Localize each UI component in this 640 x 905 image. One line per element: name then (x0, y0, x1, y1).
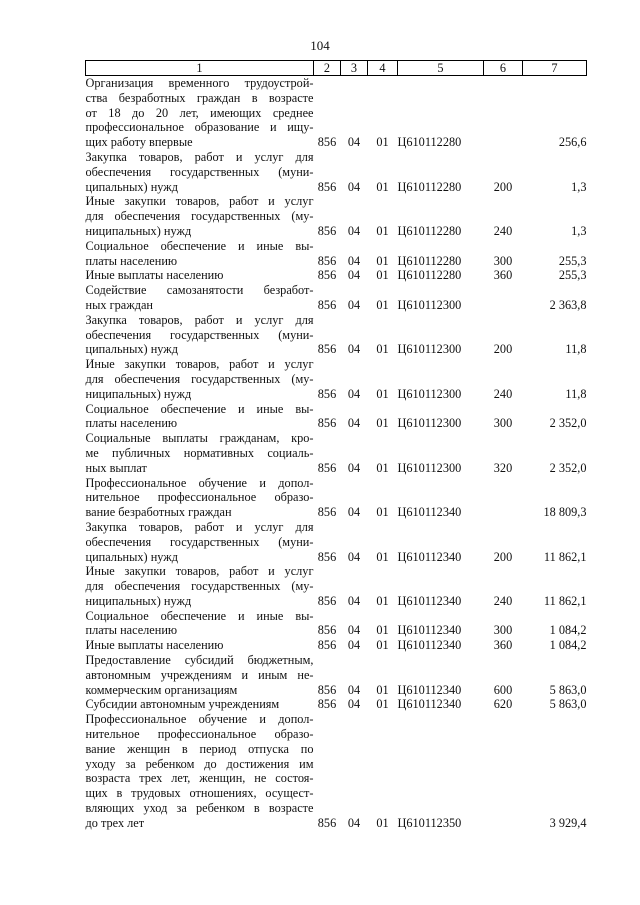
row-name-line: обеспечения государственных (муни- (85, 534, 314, 549)
row-name-line: нительное профессиональное образо- (85, 490, 314, 505)
amount: 11,8 (565, 342, 587, 357)
expense-type-code (484, 476, 523, 520)
table-row (86, 520, 587, 564)
section-code: 04 (347, 549, 361, 564)
table-row (86, 239, 587, 269)
row-name-line: ных граждан (85, 297, 154, 312)
target-article-code: Ц610112340 (397, 505, 462, 520)
ministry-code: 856 (317, 697, 337, 712)
row-name (86, 239, 314, 269)
ministry-code: 856 (317, 549, 337, 564)
row-name-line: вание женщин в период отпуска по (85, 741, 314, 756)
expense-type-code: 360 (493, 268, 513, 283)
row-name (86, 697, 314, 712)
subsection-code: 01 (376, 223, 389, 238)
row-name-line: Иные выплаты населению (85, 638, 224, 653)
ministry-code: 856 (317, 593, 337, 608)
ministry-code: 856 (317, 268, 337, 283)
table-row (86, 357, 587, 401)
row-name-line: Субсидии автономным учреждениям (85, 697, 280, 712)
row-name (86, 402, 314, 432)
row-name-line: обеспечения государственных (муни- (85, 327, 314, 342)
target-article-code: Ц610112340 (397, 697, 462, 712)
row-name-line: платы населению (85, 416, 178, 431)
row-name-line: ниципальных) нужд (85, 593, 192, 608)
expense-type-code: 620 (493, 697, 513, 712)
section-code: 04 (347, 505, 361, 520)
target-article-code: Ц610112340 (397, 593, 462, 608)
table-row (86, 712, 587, 830)
row-name-line: Иные выплаты населению (85, 268, 224, 283)
ministry-code: 856 (317, 416, 337, 431)
expense-type-code: 200 (493, 179, 513, 194)
expense-type-code: 240 (493, 386, 513, 401)
row-name-line: Профессиональное обучение и допол- (85, 712, 314, 727)
ministry-code: 856 (317, 342, 337, 357)
target-article-code: Ц610112340 (397, 623, 462, 638)
subsection-code: 01 (376, 179, 389, 194)
row-name-line: ниципальных) нужд (85, 386, 192, 401)
expense-type-code: 240 (493, 223, 513, 238)
amount: 2 363,8 (549, 297, 587, 312)
amount: 256,6 (558, 135, 587, 150)
expense-type-code: 300 (493, 416, 513, 431)
ministry-code: 856 (317, 179, 337, 194)
row-name-line: ниципальных) нужд (85, 223, 192, 238)
table-row (86, 431, 587, 475)
row-name-line: вляющих уход за ребенком в возрасте (85, 801, 314, 816)
row-name-line: Иные закупки товаров, работ и услуг (85, 194, 314, 209)
row-name-line: коммерческим организациям (85, 682, 238, 697)
row-name-line: нительное профессиональное образо- (85, 727, 314, 742)
ministry-code: 856 (317, 815, 337, 830)
row-name-line: ципальных) нужд (85, 549, 179, 564)
expense-type-code: 300 (493, 253, 513, 268)
row-name (86, 268, 314, 283)
target-article-code: Ц610112280 (397, 179, 462, 194)
row-name-line: ципальных) нужд (85, 342, 179, 357)
table-row (86, 283, 587, 313)
column-header: 6 (484, 61, 523, 76)
section-code: 04 (347, 623, 361, 638)
ministry-code: 856 (317, 623, 337, 638)
amount: 11 862,1 (543, 593, 587, 608)
row-name-line: Социальное обеспечение и иные вы- (85, 401, 314, 416)
expense-type-code: 240 (493, 593, 513, 608)
row-name-line: для обеспечения государственных (му- (85, 209, 314, 224)
table-row (86, 697, 587, 712)
section-code: 04 (347, 697, 361, 712)
column-header: 4 (368, 61, 398, 76)
table-row (86, 268, 587, 283)
expense-type-code: 600 (493, 682, 513, 697)
row-name-line: платы населению (85, 253, 178, 268)
row-name-line: Иные закупки товаров, работ и услуг (85, 564, 314, 579)
subsection-code: 01 (376, 268, 389, 283)
row-name (86, 194, 314, 238)
column-number-header-row (86, 61, 587, 76)
row-name-line: Профессиональное обучение и допол- (85, 475, 314, 490)
row-name-line: Социальное обеспечение и иные вы- (85, 238, 314, 253)
expense-type-code: 320 (493, 460, 513, 475)
row-name-line: Закупка товаров, работ и услуг для (85, 519, 314, 534)
ministry-code: 856 (317, 253, 337, 268)
section-code: 04 (347, 815, 361, 830)
row-name-line: для обеспечения государственных (му- (85, 371, 314, 386)
row-name-line: от 18 до 20 лет, имеющих среднее (85, 105, 314, 120)
subsection-code: 01 (376, 697, 389, 712)
row-name-line: щих в трудовых отношениях, осущест- (85, 786, 314, 801)
amount: 1 084,2 (549, 623, 587, 638)
row-name-line: возраста трех лет, женщин, не состоя- (85, 771, 314, 786)
amount: 1,3 (571, 223, 587, 238)
amount: 5 863,0 (549, 697, 587, 712)
row-name-line: ства безработных граждан в возрасте (85, 90, 314, 105)
row-name-line: Предоставление субсидий бюджетным, (85, 653, 314, 668)
amount: 2 352,0 (549, 460, 587, 475)
amount: 255,3 (558, 268, 587, 283)
ministry-code: 856 (317, 682, 337, 697)
row-name (86, 150, 314, 194)
table-body (86, 76, 587, 831)
subsection-code: 01 (376, 815, 389, 830)
row-name (86, 313, 314, 357)
ministry-code: 856 (317, 135, 337, 150)
subsection-code: 01 (376, 682, 389, 697)
table-row (86, 653, 587, 697)
row-name-line: платы населению (85, 623, 178, 638)
row-name-line: для обеспечения государственных (му- (85, 579, 314, 594)
row-name-line: Социальные выплаты гражданам, кро- (85, 431, 314, 446)
expense-type-code (484, 712, 523, 830)
amount: 11,8 (565, 386, 587, 401)
section-code: 04 (347, 460, 361, 475)
table-row (86, 150, 587, 194)
section-code: 04 (347, 223, 361, 238)
target-article-code: Ц610112340 (397, 638, 462, 653)
table-row (86, 609, 587, 639)
subsection-code: 01 (376, 593, 389, 608)
section-code: 04 (347, 342, 361, 357)
row-name-line: Иные закупки товаров, работ и услуг (85, 357, 314, 372)
amount: 5 863,0 (549, 682, 587, 697)
section-code: 04 (347, 682, 361, 697)
expense-type-code (484, 283, 523, 313)
target-article-code: Ц610112300 (397, 342, 462, 357)
row-name (86, 653, 314, 697)
target-article-code: Ц610112300 (397, 297, 462, 312)
row-name (86, 609, 314, 639)
section-code: 04 (347, 416, 361, 431)
column-header: 2 (314, 61, 341, 76)
expense-type-code: 200 (493, 342, 513, 357)
subsection-code: 01 (376, 549, 389, 564)
ministry-code: 856 (317, 223, 337, 238)
ministry-code: 856 (317, 638, 337, 653)
section-code: 04 (347, 297, 361, 312)
section-code: 04 (347, 135, 361, 150)
row-name (86, 520, 314, 564)
ministry-code: 856 (317, 505, 337, 520)
row-name (86, 638, 314, 653)
row-name (86, 76, 314, 150)
row-name-line: ных выплат (85, 460, 147, 475)
amount: 3 929,4 (549, 815, 587, 830)
row-name-line: уходу за ребенком до достижения им (85, 756, 314, 771)
subsection-code: 01 (376, 638, 389, 653)
column-header: 7 (523, 61, 587, 76)
table-row (86, 476, 587, 520)
table-row (86, 402, 587, 432)
row-name (86, 431, 314, 475)
section-code: 04 (347, 386, 361, 401)
row-name (86, 476, 314, 520)
amount: 255,3 (558, 253, 587, 268)
subsection-code: 01 (376, 386, 389, 401)
section-code: 04 (347, 253, 361, 268)
target-article-code: Ц610112300 (397, 416, 462, 431)
row-name (86, 712, 314, 830)
amount: 1 084,2 (549, 638, 587, 653)
row-name-line: щих работу впервые (85, 135, 193, 150)
row-name-line: Социальное обеспечение и иные вы- (85, 608, 314, 623)
amount: 11 862,1 (543, 549, 587, 564)
budget-table (85, 60, 587, 831)
subsection-code: 01 (376, 460, 389, 475)
target-article-code: Ц610112350 (397, 815, 462, 830)
row-name (86, 283, 314, 313)
column-header: 3 (341, 61, 368, 76)
expense-type-code: 360 (493, 638, 513, 653)
row-name-line: обеспечения государственных (муни- (85, 164, 314, 179)
expense-type-code (484, 76, 523, 150)
row-name (86, 564, 314, 608)
expense-type-code: 200 (493, 549, 513, 564)
amount: 2 352,0 (549, 416, 587, 431)
row-name-line: Организация временного трудоустрой- (85, 76, 314, 90)
column-header: 1 (86, 61, 314, 76)
row-name-line: профессиональное образование и ищу- (85, 120, 314, 135)
row-name-line: ме публичных нормативных социаль- (85, 445, 314, 460)
ministry-code: 856 (317, 386, 337, 401)
target-article-code: Ц610112280 (397, 223, 462, 238)
ministry-code: 856 (317, 297, 337, 312)
subsection-code: 01 (376, 623, 389, 638)
table-row (86, 194, 587, 238)
section-code: 04 (347, 179, 361, 194)
section-code: 04 (347, 268, 361, 283)
subsection-code: 01 (376, 297, 389, 312)
row-name-line: до трех лет (85, 815, 145, 830)
table-row (86, 313, 587, 357)
table-row (86, 76, 587, 150)
target-article-code: Ц610112280 (397, 135, 462, 150)
row-name-line: Закупка товаров, работ и услуг для (85, 149, 314, 164)
page-number: 104 (310, 38, 330, 53)
row-name-line: ципальных) нужд (85, 179, 179, 194)
row-name (86, 357, 314, 401)
subsection-code: 01 (376, 505, 389, 520)
target-article-code: Ц610112280 (397, 268, 462, 283)
row-name-line: вание безработных граждан (85, 505, 232, 520)
amount: 18 809,3 (543, 505, 587, 520)
target-article-code: Ц610112300 (397, 460, 462, 475)
subsection-code: 01 (376, 253, 389, 268)
row-name-line: автономным учреждениям и иным не- (85, 667, 314, 682)
subsection-code: 01 (376, 342, 389, 357)
section-code: 04 (347, 593, 361, 608)
target-article-code: Ц610112300 (397, 386, 462, 401)
table-row (86, 564, 587, 608)
target-article-code: Ц610112340 (397, 682, 462, 697)
row-name-line: Закупка товаров, работ и услуг для (85, 312, 314, 327)
column-header: 5 (398, 61, 484, 76)
subsection-code: 01 (376, 135, 389, 150)
expense-type-code: 300 (493, 623, 513, 638)
amount: 1,3 (571, 179, 587, 194)
section-code: 04 (347, 638, 361, 653)
row-name-line: Содействие самозанятости безработ- (85, 283, 314, 298)
ministry-code: 856 (317, 460, 337, 475)
subsection-code: 01 (376, 416, 389, 431)
table-row (86, 638, 587, 653)
target-article-code: Ц610112340 (397, 549, 462, 564)
target-article-code: Ц610112280 (397, 253, 462, 268)
